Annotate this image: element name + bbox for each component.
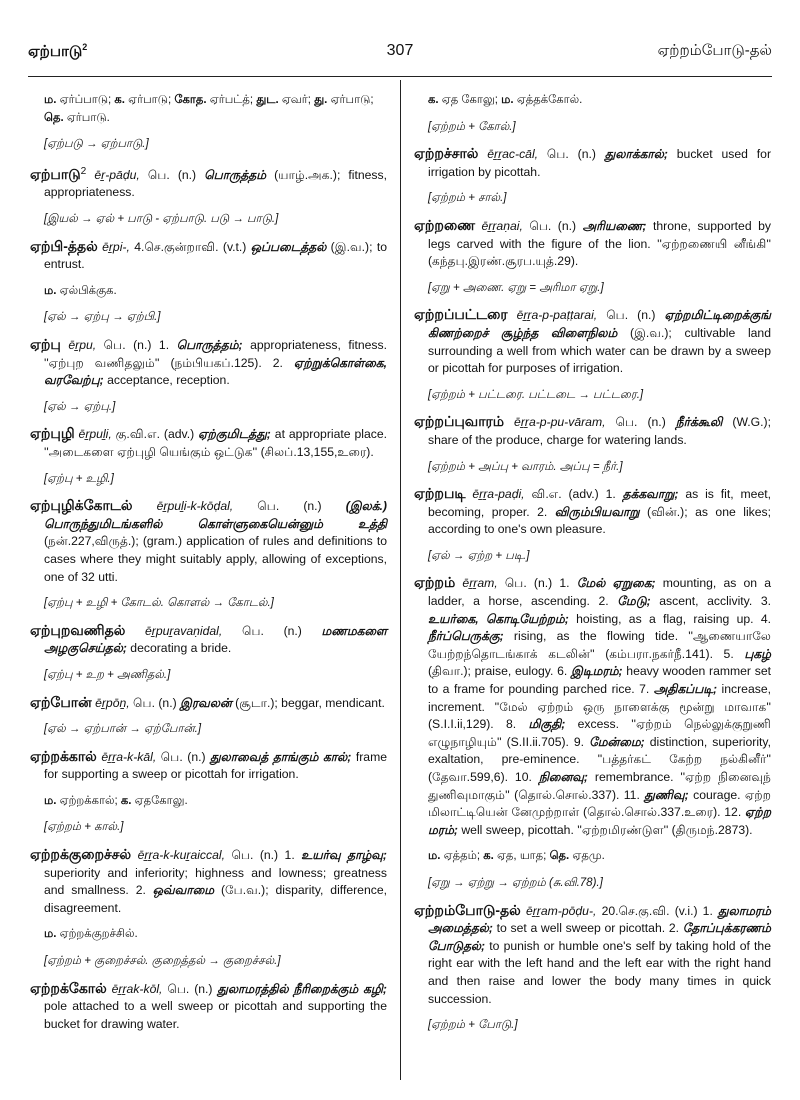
language-abbrev: ம. [428, 850, 444, 863]
dictionary-entry [30, 163, 387, 202]
text: [இயல் → ஏல் + பாடு - ஏற்பாடு. படு → பாடு.] [44, 213, 279, 226]
tamil-gloss: மணமகளை அழகுசெய்தல்; [44, 623, 387, 656]
text: at appropriate place. ''அடைகளை ஏற்புழி யெங்கும் ஒட்டுக'' (சிலப்.13,155,உரை). [44, 427, 387, 459]
etymology-line [414, 119, 771, 137]
header-right-guide-word: ஏற்றம்போடு-தல் [657, 42, 772, 59]
text: appropriateness, fitness. ''ஏற்புற வணிதலும்'' (நம்பியகப்.125). 2. [44, 338, 387, 370]
headword: ஏற்றணை [414, 216, 476, 233]
text: pole attached to a well sweep or picottah and supporting the bucket for drawing water. [44, 999, 387, 1031]
cognates-line [30, 926, 387, 944]
etymology-line [30, 595, 387, 613]
transliteration: ēṟṟa-k-kuṟaiccal, [137, 848, 225, 863]
text: as is fit, meet, becoming, proper. 2. [428, 487, 771, 519]
text: பெ. (n.) [538, 147, 605, 162]
text: (பே.வ.); disparity, difference, disagreement. [44, 883, 387, 915]
text [504, 415, 514, 429]
text: பெ. (n.) 1. [497, 576, 577, 591]
tamil-gloss: துலாக்கால்; [604, 147, 668, 162]
text: 20.செ.கு.வி. (v.i.) 1. [596, 903, 719, 918]
tamil-gloss: துலாமரத்தில் நீரிறைக்கும் கழி; [217, 981, 387, 996]
etymology-line [414, 459, 771, 477]
text: [ஏல் → ஏற்பான் → ஏற்போன்.] [44, 723, 202, 736]
dictionary-entry [30, 497, 387, 586]
text: (W.G.); share of the produce, charge for watering lands. [428, 415, 771, 447]
text: hoisting, as a flag, raising up. 4. [568, 611, 772, 626]
tamil-gloss: உயர்வு தாழ்வு; [301, 848, 387, 863]
text: ascent, acclivity. 3. [650, 594, 771, 609]
text: [ஏற்பு + உற + அணிதல்.] [44, 668, 171, 681]
transliteration: ēṟṟam, [462, 576, 498, 591]
text: பெ. (n.) [597, 308, 665, 323]
transliteration: ēṟṟam-pōḍu-, [525, 903, 597, 918]
tamil-gloss: தக்கவாறு; [622, 487, 679, 502]
language-abbrev: ம. [501, 94, 517, 106]
text: ஏத்தம்; [443, 850, 484, 863]
language-abbrev: க. [120, 794, 135, 807]
text [508, 308, 517, 322]
text: கு.வி.எ. (adv.) [111, 427, 199, 442]
language-abbrev: க. [114, 94, 129, 106]
text: ஏர்பாடு. [66, 111, 110, 124]
tamil-gloss: ஒவ்வாமை [152, 883, 215, 898]
tamil-gloss: உயர்கை, கொடியேற்றம்; [428, 611, 569, 626]
text: well sweep, picottah. ''ஏற்றமிரண்டுள'' (திருமந்.2873). [457, 822, 753, 837]
tamil-gloss: புகழ் [744, 646, 771, 661]
text: [ஏல் → ஏற்ற + படி.] [428, 549, 530, 562]
language-abbrev: ம. [44, 284, 60, 297]
headword: ஏற்றச்சால் [414, 145, 479, 162]
cognates-line [414, 92, 771, 110]
tamil-gloss: தோப்புக்கரணம் போடுதல்; [428, 921, 771, 953]
right-column [414, 92, 771, 1044]
text: ஏதமு. [572, 850, 605, 863]
tamil-gloss: துலாமரம் அமைத்தல்; [428, 903, 771, 936]
text: பெ. (n.) 1. [225, 848, 302, 863]
tamil-gloss: ஏற்றுக்கொள்கை, வரவேற்பு; [44, 355, 387, 388]
text: ஏற்றக்கால்; [59, 794, 121, 807]
text: [ஏற்பு + உழி + கோடல். கொளல் → கோடல்.] [44, 597, 274, 610]
language-abbrev: தெ. [44, 111, 67, 124]
text: remembrance. ''ஏற்ற நினைவுந் துணிவுமாகும்'' (தொல்.சொல்.337). 11. [428, 770, 771, 802]
tamil-gloss: மிகுதி; [528, 717, 566, 732]
text: [ஏற்றம் + போடு.] [428, 1019, 518, 1032]
dictionary-entry [30, 336, 387, 390]
text: mounting, as on a ladder, a horse, ascending. 2. [428, 576, 771, 609]
text: [ஏற்றம் + கோல்.] [428, 120, 516, 133]
headword: ஏற்றம்போடு-தல் [414, 901, 521, 918]
tamil-gloss: அரியணை; [582, 218, 647, 233]
etymology-line [414, 875, 771, 893]
dictionary-entry [30, 846, 387, 917]
text: (சூடா.); beggar, mendicant. [231, 695, 385, 710]
language-abbrev: க. [428, 94, 442, 106]
etymology-line [30, 819, 387, 837]
headword: ஏற்பி-த்தல் [30, 237, 98, 254]
language-abbrev: து. [314, 94, 331, 106]
text: (திவா.); praise, eulogy. 6. [428, 664, 572, 679]
text: பெ. (n.) [139, 167, 205, 182]
etymology-line [414, 387, 771, 405]
transliteration: ēṟpuḻi, [78, 427, 112, 442]
etymology-line [30, 953, 387, 971]
page-number: 307 [386, 42, 414, 59]
text: [ஏற்றம் + சால்.] [428, 192, 507, 205]
text: (யாழ்.அக.); fitness, appropriateness. [44, 167, 388, 200]
text: heavy wooden rammer set to a frame for pounding parched rice. 7. [428, 664, 771, 697]
tamil-gloss: பொருத்தம்; [176, 338, 243, 352]
language-abbrev: ம. [44, 94, 60, 106]
text: [ஏற்றம் + கால்.] [44, 821, 124, 834]
tamil-gloss: பொருத்தம் [204, 167, 267, 182]
dictionary-entry [414, 413, 771, 449]
text [133, 499, 157, 513]
text: ஏர்பாடு; [330, 94, 374, 106]
transliteration: ēṟpuḻi-k-kōḍal, [156, 499, 234, 514]
tamil-gloss: நீர்ப்பெருக்கு; [428, 629, 504, 644]
text: [ஏற்றம் + பட்டரை. பட்டடை → பட்டரை.] [428, 388, 644, 401]
headword: ஏற்றப்புவாரம் [414, 413, 505, 430]
tamil-gloss: மேடு; [617, 594, 651, 609]
text: [ஏறு + அணை. ஏறு = அரிமா ஏறு.] [428, 281, 604, 294]
language-abbrev: ம. [44, 794, 60, 807]
text: (நன்.227,விருத்.); (gram.) application of rules and definitions to cases where they might suitably apply, allowing of exceptions, one of 32 utti. [44, 534, 387, 584]
transliteration: ēṟṟaṇai, [481, 218, 523, 233]
etymology-line [414, 548, 771, 566]
text [478, 147, 487, 161]
text: பெ. (n.) [129, 695, 181, 710]
tamil-gloss: ஏற்குமிடத்து; [198, 427, 271, 442]
column-divider [400, 80, 401, 1080]
text: 4.செ.குன்றாவி. (v.t.) [129, 239, 251, 254]
guide-word-first: ஏற்பாடு [28, 43, 83, 60]
dictionary-entry [30, 238, 387, 274]
text: acceptance, reception. [103, 373, 230, 388]
text: excess. ''ஏற்றம் நெல்லுக்குறுணி எழுநாழியும்'' (S.II.ii.705). 9. [428, 717, 771, 749]
text: பெ. (n.) [222, 623, 322, 638]
tamil-gloss: நினைவு; [538, 770, 588, 784]
dictionary-entry [414, 306, 771, 377]
tamil-gloss: (இலக்.) பொருந்துமிடங்களில் கொள்ளுகையென்னும் உத்தி [44, 499, 387, 531]
tamil-gloss: அதிகப்படி; [653, 682, 718, 697]
cognates-line [30, 793, 387, 811]
headword: ஏற்புறவணிதல் [30, 621, 126, 638]
text: பெ. (n.) 1. [96, 338, 177, 352]
left-column [30, 92, 387, 1042]
transliteration: ēṟpi-, [102, 239, 130, 254]
etymology-line [414, 190, 771, 208]
text: ஏர்ப்பாடு; [59, 94, 115, 106]
etymology-line [30, 667, 387, 685]
text: ஏர்பாடு; [128, 94, 175, 106]
transliteration: ēṟṟa-paḍi, [472, 487, 525, 502]
headword: ஏற்பாடு [30, 165, 81, 182]
tamil-gloss: ஒப்படைத்தல் [250, 239, 327, 254]
text: throne, supported by legs carved with the figure of the lion. ''ஏற்றணையி னீங்கி'' (கந்தபு.இரண்.சூரப.யுத்.29). [428, 218, 771, 269]
headword: ஏற்றபடி [414, 485, 466, 502]
running-header [28, 42, 772, 77]
text: பெ. (n.) [605, 415, 676, 430]
etymology-line [30, 211, 387, 229]
tamil-gloss: ஏற்றமிட்டிறைக்குங் கிணற்றைச் சூழ்ந்த விளைநிலம் [428, 308, 771, 340]
tamil-gloss: நீர்க்கூலி [675, 415, 723, 430]
etymology-line [30, 471, 387, 489]
headword: ஏற்புழிக்கோடல் [30, 497, 133, 514]
transliteration: ēṟpu, [68, 338, 97, 352]
transliteration: ēṟ-pāḍu, [94, 167, 140, 182]
tamil-gloss: மேல் ஏறுகை; [576, 576, 656, 591]
text: decorating a bride. [126, 641, 232, 656]
dictionary-entry [30, 980, 387, 1034]
guide-word-superscript: 2 [82, 42, 88, 52]
text: (இ.வ.); to entrust. [44, 239, 388, 272]
dictionary-entry [414, 217, 771, 271]
text: [ஏல் → ஏற்பு → ஏற்பி.] [44, 311, 161, 324]
text: பெ. (n.) [162, 981, 218, 996]
text: ஏவர்; [281, 94, 315, 106]
text: ஏதகோலு. [134, 794, 188, 807]
transliteration: ēṟṟa-p-paṭṭarai, [516, 308, 598, 323]
text: [ஏற்றம் + அப்பு + வாரம். அப்பு = நீர்.] [428, 460, 623, 473]
tamil-gloss: துலாவைத் தாங்கும் கால்; [210, 749, 352, 764]
cognates-line [414, 848, 771, 866]
dictionary-entry [30, 694, 387, 713]
text: [ஏல் → ஏற்பு.] [44, 400, 116, 413]
etymology-line [414, 280, 771, 298]
text: ஏத கோலு; [441, 94, 502, 106]
homonym-number: 2 [80, 165, 87, 177]
tamil-gloss: விரும்பியவாறு [554, 504, 640, 519]
dictionary-entry [414, 574, 771, 839]
text: பெ. (n.) [156, 749, 211, 764]
text: to punish or humble one's self by taking hold of the right ear with the left hand and the left ear with the right hand and then raise and lower the body many times in quick succession. [428, 938, 771, 1006]
cognates-line [30, 92, 387, 127]
text: ஏற்றக்குறச்சில். [59, 928, 138, 941]
text: ஏர்பட்த்; [209, 94, 257, 106]
transliteration: ēṟṟa-p-pu-vāram, [514, 415, 606, 430]
text: பெ. (n.) [233, 499, 346, 514]
dictionary-entry [414, 145, 771, 181]
text: (இ.வ.); cultivable land surrounding a well from which water can be drawn by a sweep or picottah for purposes of irrigation. [428, 325, 771, 376]
headword: ஏற்புழி [30, 425, 75, 442]
tamil-gloss: இரவலன் [180, 695, 232, 710]
text: (வின்.); as one likes; according to one's own pleasure. [428, 504, 772, 537]
text: [ஏறு → ஏற்று → ஏற்றம் (சு.வி.78).] [428, 876, 603, 889]
headword: ஏற்றப்பட்டரை [414, 306, 508, 323]
headword: ஏற்றக்குறைச்சல் [30, 846, 132, 863]
text: ஏத்தக்கோல். [516, 94, 583, 106]
transliteration: ēṟṟac-cāl, [487, 147, 539, 162]
headword: ஏற்றக்கால் [30, 747, 97, 764]
text [125, 624, 145, 638]
dictionary-entry [30, 748, 387, 784]
etymology-line [30, 399, 387, 417]
transliteration: ēṟpuṟavaṇidal, [145, 623, 223, 638]
dictionary-entry [30, 425, 387, 461]
transliteration: ēṟpōṉ, [95, 695, 130, 710]
dictionary-entry [30, 622, 387, 658]
dictionary-entry [414, 485, 771, 539]
text: rising, as the flowing tide. ''ஆணையாலே யேற்றந்தொடங்காக் கடலின்'' (கம்பரா.நகர்நீ.141). 5. [428, 629, 771, 661]
text: bucket used for irrigation by picottah. [428, 147, 772, 179]
etymology-line [414, 1017, 771, 1035]
text: ஏத, யாத; [496, 850, 550, 863]
text: superiority and inferiority; highness and lowness; greatness and smallness. 2. [44, 865, 387, 898]
etymology-line [30, 721, 387, 739]
language-abbrev: துட. [256, 94, 282, 106]
tamil-gloss: துணிவு; [644, 787, 689, 802]
text: distinction, superiority, exaltation, pre-eminence. ''பத்தர்கட் கேற்ற நல்கினீர்'' (தேவா.599,6). 10. [428, 734, 771, 784]
text: பெ. (n.) [522, 218, 583, 233]
transliteration: ēṟṟak-kōl, [111, 981, 163, 996]
text: frame for supporting a sweep or picottah for irrigation. [44, 749, 387, 782]
text: வி.எ. (adv.) 1. [524, 487, 623, 502]
tamil-gloss: மேன்மை; [589, 734, 645, 749]
language-abbrev: ம. [44, 928, 60, 941]
headword: ஏற்றம் [414, 574, 456, 591]
headword: ஏற்றக்கோல் [30, 979, 107, 996]
tamil-gloss: ஏற்ற மரம்; [428, 805, 771, 837]
text: ஏல்பிக்குக. [59, 284, 117, 297]
language-abbrev: க. [483, 850, 497, 863]
dictionary-entry [414, 902, 771, 1009]
transliteration: ēṟṟa-k-kāl, [101, 749, 157, 764]
text: courage. ஏற்ற மிலாட்டியென் னேமுற்றாள் (தொல்.சொல்.337.உரை). 12. [428, 787, 772, 820]
cognates-line [30, 283, 387, 301]
language-abbrev: தெ. [549, 850, 573, 863]
text: increase, increment. ''மேல் ஏற்றம் ஒரு நாளைக்கு மூன்று மாவாக'' (S.I.I.ii,129). 8. [428, 682, 771, 732]
text: [ஏற்படு → ஏற்பாடு.] [44, 138, 149, 151]
headword: ஏற்போன் [30, 693, 92, 710]
text: to set a well sweep or picottah. 2. [492, 921, 683, 936]
text: [ஏற்பு + உழி.] [44, 472, 114, 485]
etymology-line [30, 309, 387, 327]
etymology-line [30, 136, 387, 154]
headword: ஏற்பு [30, 336, 61, 352]
language-abbrev: கோத. [174, 94, 210, 106]
tamil-gloss: இடிமரம்; [571, 664, 623, 679]
text: [ஏற்றம் + குறைச்சல். குறைத்தல் → குறைச்சல்.] [44, 955, 281, 968]
